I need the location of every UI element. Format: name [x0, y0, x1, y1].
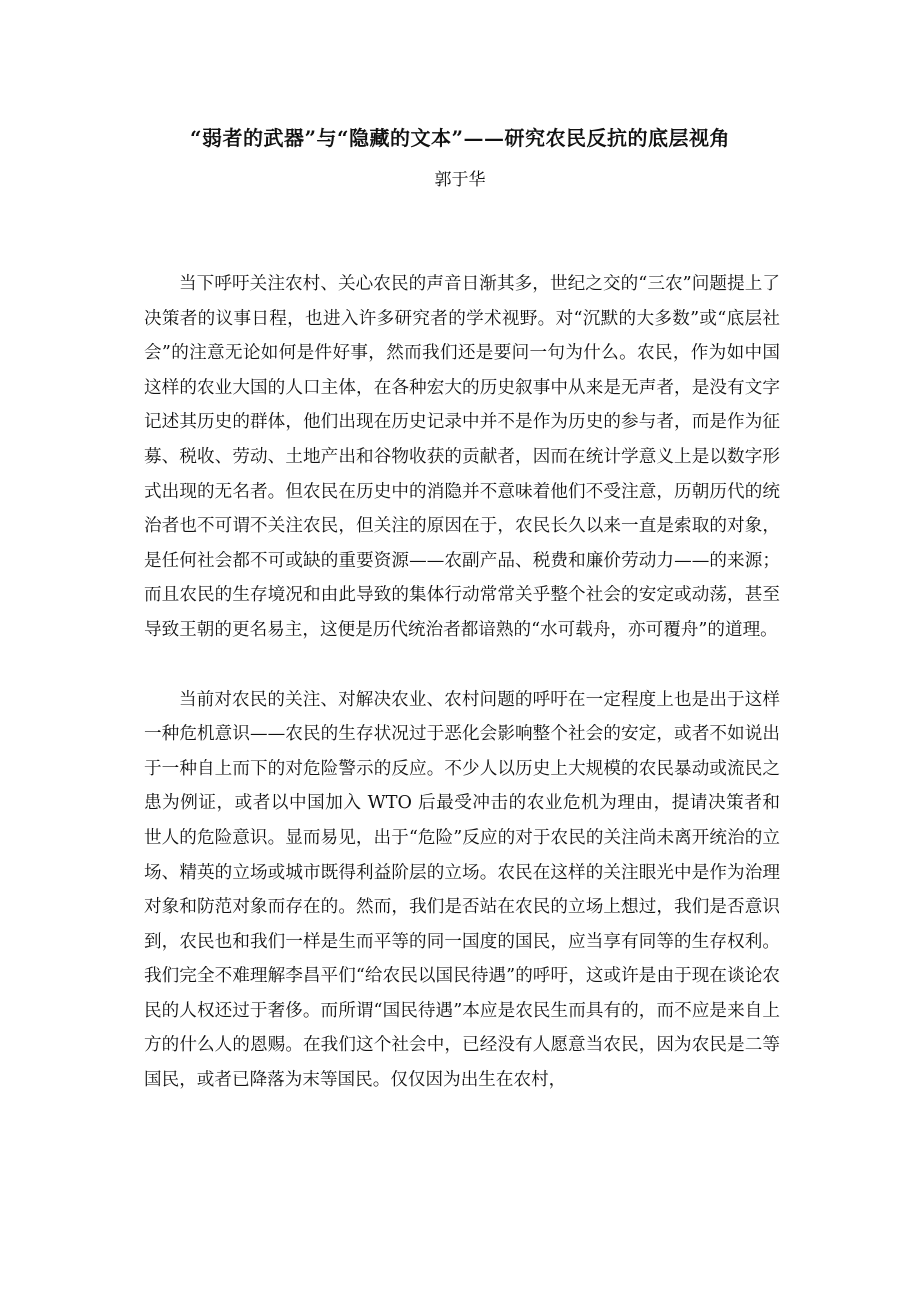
document-body: [144, 267, 780, 1098]
document-title: “弱者的武器”与“隐藏的文本”——研究农民反抗的底层视角: [189, 126, 730, 150]
document-author: 郭于华: [434, 170, 486, 190]
body-paragraph: 当下呼吁关注农村、关心农民的声音日渐其多，世纪之交的“三农”问题提上了决策者的议事日程，也进入许多研究者的学术视野。对“沉默的大多数”或“底层社会”的注意无论如何是件好事，然而我们还是要问一句为什么。农民，作为如中国这样的农业大国的人口主体，在各种宏大的历史叙事中从来是无声者，是没有文字记述其历史的群体，他们出现在历史记录中并不是作为历史的参与者，而是作为征募、税收、劳动、土地产出和谷物收获的贡献者，因而在统计学意义上是以数字形式出现的无名者。但农民在历史中的消隐并不意味着他们不受注意，历朝历代的统治者也不可谓不关注农民，但关注的原因在于，农民长久以来一直是索取的对象，是任何社会都不可或缺的重要资源——农副产品、税费和廉价劳动力——的来源；而且农民的生存境况和由此导致的集体行动常常关乎整个社会的安定或动荡，甚至导致王朝的更名易主，这便是历代统治者都谙熟的“水可载舟，亦可覆舟”的道理。: [144, 274, 780, 640]
body-paragraph: 当前对农民的关注、对解决农业、农村问题的呼吁在一定程度上也是出于这样一种危机意识——农民的生存状况过于恶化会影响整个社会的安定，或者不如说出于一种自上而下的对危险警示的反应。不少人以历史上大规模的农民暴动或流民之患为例证，或者以中国加入 WTO 后最受冲击的农业危机为理由，提请决策者和世人的危险意识。显而易见，出于“危险”反应的对于农民的关注尚未离开统治的立场、精英的立场或城市既得利益阶层的立场。农民在这样的关注眼光中是作为治理对象和防范对象而存在的。然而，我们是否站在农民的立场上想过，我们是否意识到，农民也和我们一样是生而平等的同一国度的国民，应当享有同等的生存权利。我们完全不难理解李昌平们“给农民以国民待遇”的呼吁，这或许是由于现在谈论农民的人权还过于奢侈。而所谓“国民待遇”本应是农民生而具有的，而不应是来自上方的什么人的恩赐。在我们这个社会中，已经没有人愿意当农民，因为农民是二等国民，或者已降落为末等国民。仅仅因为出生在农村，: [144, 689, 780, 1091]
